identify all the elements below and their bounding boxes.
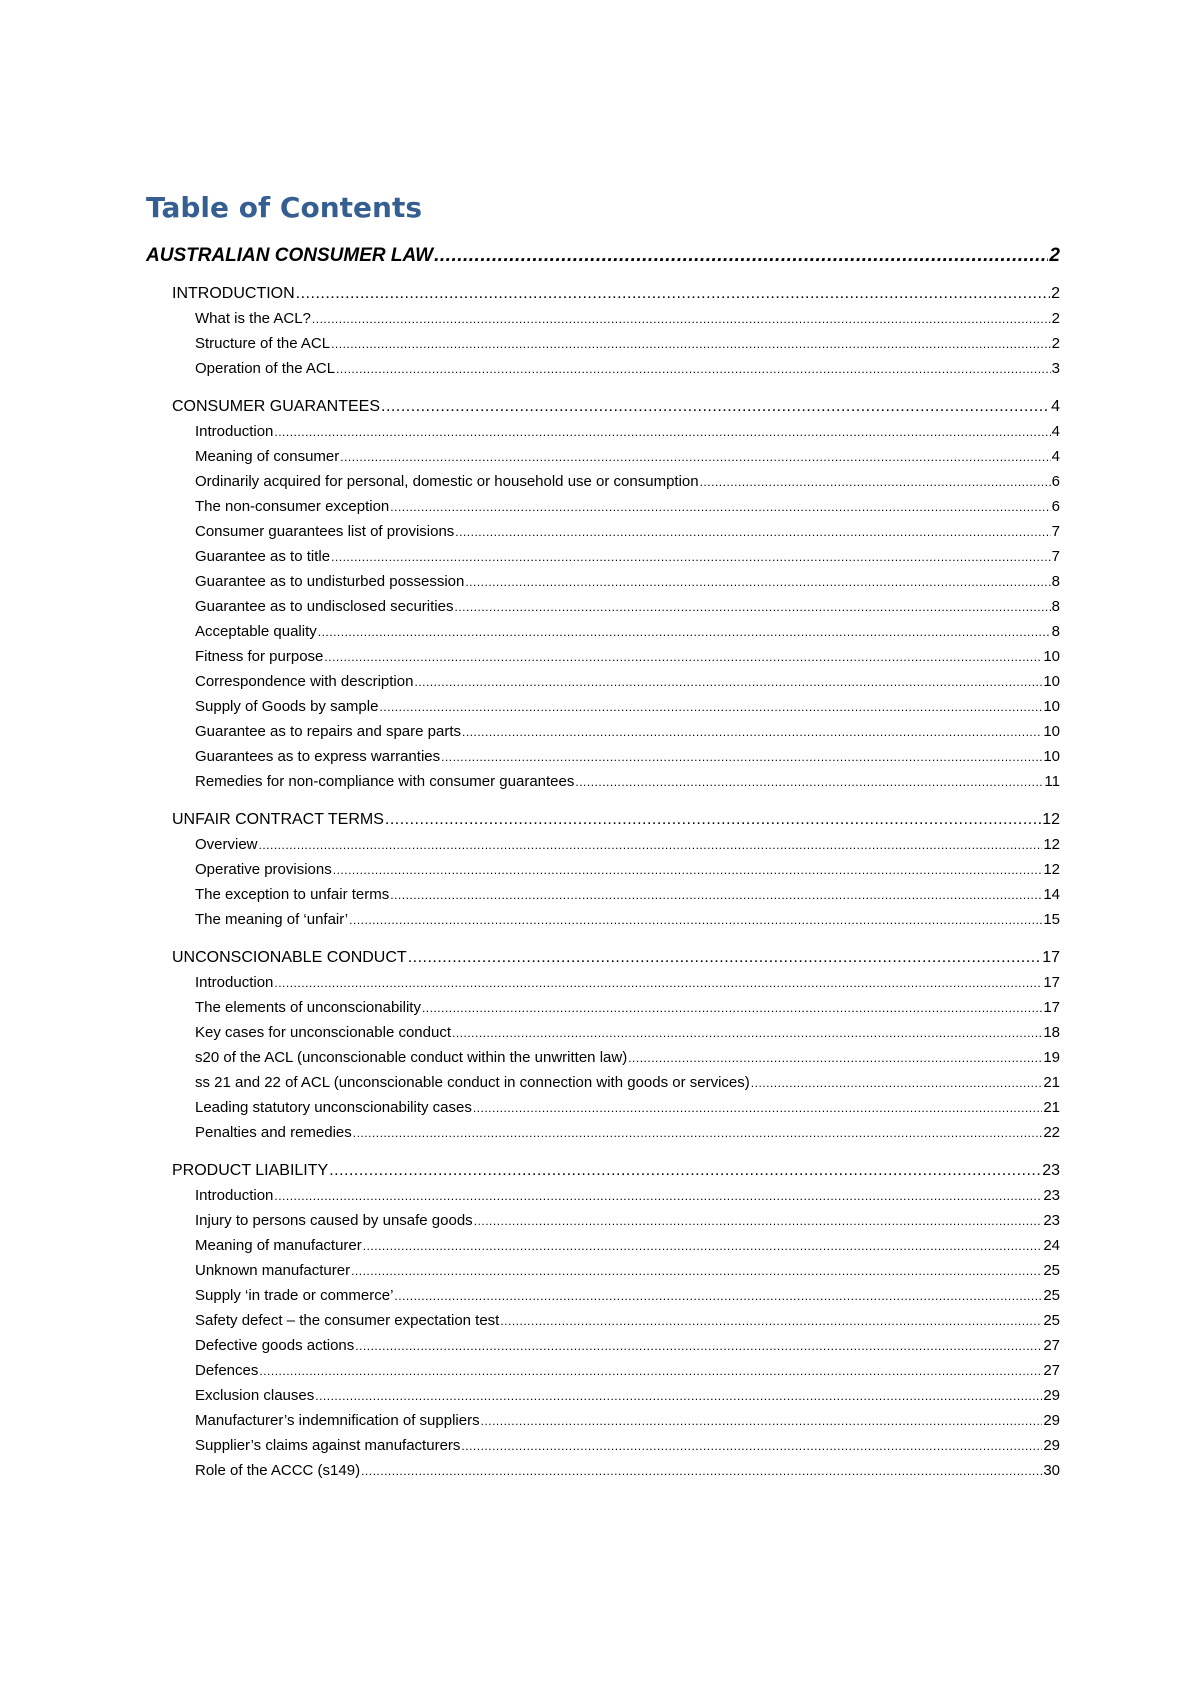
dot-leader	[274, 1183, 1042, 1208]
dot-leader	[408, 945, 1042, 970]
toc-subsection-label: Introduction	[195, 974, 274, 991]
dot-leader	[394, 1283, 1042, 1308]
toc-page-number: 12	[1042, 811, 1060, 828]
toc-subsection-entry[interactable]	[146, 1408, 1060, 1433]
toc-subsection-label: Supply of Goods by sample	[195, 698, 379, 715]
dot-leader	[333, 857, 1043, 882]
toc-subsection-entry[interactable]	[146, 995, 1060, 1020]
dot-leader	[500, 1308, 1042, 1333]
toc-page-number: 2	[1051, 335, 1060, 352]
toc-subsection-entry[interactable]	[146, 544, 1060, 569]
toc-subsection-label: Penalties and remedies	[195, 1124, 352, 1141]
dot-leader	[452, 1020, 1042, 1045]
toc-subsection-label: What is the ACL?	[195, 310, 311, 327]
toc-subsection-label: Guarantee as to repairs and spare parts	[195, 723, 461, 740]
toc-subsection-label: Injury to persons caused by unsafe goods	[195, 1212, 473, 1229]
toc-page-number: 4	[1051, 448, 1060, 465]
dot-leader	[296, 281, 1050, 306]
toc-page-number: 10	[1043, 648, 1060, 665]
dot-leader	[349, 907, 1042, 932]
dot-leader	[274, 419, 1050, 444]
dot-leader	[422, 995, 1042, 1020]
toc-subsection-label: Overview	[195, 836, 258, 853]
toc-subsection-label: Ordinarily acquired for personal, domestic or household use or consumption	[195, 473, 699, 490]
dot-leader	[318, 619, 1051, 644]
toc-page-number: 29	[1043, 1437, 1060, 1454]
toc-page-number: 23	[1042, 1162, 1060, 1179]
dot-leader	[336, 356, 1051, 381]
toc-subsection-entry[interactable]	[146, 1070, 1060, 1095]
toc-page-number: 8	[1051, 573, 1060, 590]
dot-leader	[381, 394, 1050, 419]
dot-leader	[379, 694, 1042, 719]
dot-leader	[481, 1408, 1043, 1433]
dot-leader	[331, 331, 1051, 356]
dot-leader	[414, 669, 1042, 694]
dot-leader	[390, 494, 1050, 519]
toc-section-label: UNFAIR CONTRACT TERMS	[172, 811, 384, 828]
toc-page-number: 6	[1051, 473, 1060, 490]
dot-leader	[361, 1458, 1042, 1483]
toc-page-number: 3	[1051, 360, 1060, 377]
dot-leader	[454, 594, 1050, 619]
toc-page-number: 24	[1043, 1237, 1060, 1254]
toc-page-number: 29	[1043, 1412, 1060, 1429]
dot-leader	[462, 719, 1042, 744]
toc-page-number: 10	[1043, 698, 1060, 715]
toc-page-number: 12	[1043, 861, 1060, 878]
toc-subsection-entry[interactable]	[146, 669, 1060, 694]
toc-section-label: CONSUMER GUARANTEES	[172, 398, 381, 415]
toc-subsection-label: Introduction	[195, 1187, 274, 1204]
dot-leader	[355, 1333, 1042, 1358]
toc-section-entry[interactable]	[146, 1158, 1060, 1183]
toc-subsection-label: The exception to unfair terms	[195, 886, 390, 903]
toc-page-number: 10	[1043, 748, 1060, 765]
toc-page-number: 23	[1043, 1212, 1060, 1229]
toc-subsection-label: Guarantee as to title	[195, 548, 331, 565]
dot-leader	[274, 970, 1042, 995]
dot-leader	[473, 1095, 1042, 1120]
toc-subsection-label: Operation of the ACL	[195, 360, 336, 377]
toc-page-number: 25	[1043, 1262, 1060, 1279]
toc-subsection-entry[interactable]	[146, 519, 1060, 544]
toc-page-number: 11	[1044, 773, 1060, 790]
toc-page-number: 8	[1051, 598, 1060, 615]
toc-subsection-label: Key cases for unconscionable conduct	[195, 1024, 451, 1041]
toc-subsection-label: ss 21 and 22 of ACL (unconscionable conduct in connection with goods or services)	[195, 1074, 750, 1091]
toc-subsection-entry[interactable]	[146, 356, 1060, 381]
toc-subsection-entry[interactable]	[146, 1233, 1060, 1258]
dot-leader	[474, 1208, 1043, 1233]
toc-page-number: 6	[1051, 498, 1060, 515]
toc-title: Table of Contents	[146, 191, 423, 224]
toc-entry-label: AUSTRALIAN CONSUMER LAW	[146, 245, 434, 266]
toc-page-number: 8	[1051, 623, 1060, 640]
dot-leader	[628, 1045, 1042, 1070]
toc-page-number: 7	[1051, 548, 1060, 565]
toc-page-number: 15	[1043, 911, 1060, 928]
toc-page-number: 27	[1043, 1337, 1060, 1354]
toc-subsection-label: Correspondence with description	[195, 673, 414, 690]
toc-subsection-entry[interactable]	[146, 832, 1060, 857]
toc-page-number: 23	[1043, 1187, 1060, 1204]
dot-leader	[455, 519, 1050, 544]
toc-subsection-label: The elements of unconscionability	[195, 999, 421, 1016]
dot-leader	[312, 306, 1051, 331]
toc-subsection-entry[interactable]	[146, 494, 1060, 519]
toc-page-number: 4	[1051, 398, 1060, 415]
toc-subsection-entry[interactable]	[146, 1258, 1060, 1283]
toc-subsection-entry[interactable]	[146, 1383, 1060, 1408]
toc-subsection-label: Supply ‘in trade or commerce’	[195, 1287, 394, 1304]
dot-leader	[751, 1070, 1043, 1095]
toc-section-label: UNCONSCIONABLE CONDUCT	[172, 949, 407, 966]
dot-leader	[441, 744, 1042, 769]
dot-leader	[700, 469, 1051, 494]
toc-section-label: PRODUCT LIABILITY	[172, 1162, 329, 1179]
toc-subsection-label: Exclusion clauses	[195, 1387, 315, 1404]
toc-page-number: 25	[1043, 1287, 1060, 1304]
toc-entry-top[interactable]	[146, 239, 1060, 273]
toc-subsection-entry[interactable]	[146, 569, 1060, 594]
toc-subsection-label: The non-consumer exception	[195, 498, 390, 515]
toc-page-number: 29	[1043, 1387, 1060, 1404]
dot-leader	[340, 444, 1050, 469]
toc-page-number: 17	[1043, 974, 1060, 991]
toc-subsection-entry[interactable]	[146, 769, 1060, 794]
toc-subsection-label: Manufacturer’s indemnification of suppliers	[195, 1412, 480, 1429]
toc-page-number: 19	[1043, 1049, 1060, 1066]
toc-subsection-entry[interactable]	[146, 1333, 1060, 1358]
toc-page-number: 7	[1051, 523, 1060, 540]
toc-subsection-label: Meaning of manufacturer	[195, 1237, 362, 1254]
toc-page-number: 30	[1043, 1462, 1060, 1479]
toc-subsection-label: Safety defect – the consumer expectation test	[195, 1312, 500, 1329]
dot-leader	[434, 239, 1048, 273]
dot-leader	[315, 1383, 1042, 1408]
dot-leader	[385, 807, 1041, 832]
toc-subsection-entry[interactable]	[146, 644, 1060, 669]
toc-subsection-label: Unknown manufacturer	[195, 1262, 351, 1279]
toc-subsection-entry[interactable]	[146, 444, 1060, 469]
toc-section-entry[interactable]	[146, 394, 1060, 419]
toc-subsection-entry[interactable]	[146, 1183, 1060, 1208]
toc-page-number: 25	[1043, 1312, 1060, 1329]
toc-subsection-label: s20 of the ACL (unconscionable conduct within the unwritten law)	[195, 1049, 628, 1066]
toc-subsection-label: Operative provisions	[195, 861, 332, 878]
toc-page-number: 10	[1043, 723, 1060, 740]
toc-subsection-label: Consumer guarantees list of provisions	[195, 523, 455, 540]
toc-subsection-entry[interactable]	[146, 594, 1060, 619]
dot-leader	[329, 1158, 1041, 1183]
toc-subsection-label: Guarantees as to express warranties	[195, 748, 441, 765]
toc-subsection-label: Guarantee as to undisturbed possession	[195, 573, 465, 590]
dot-leader	[390, 882, 1042, 907]
toc-section-entry[interactable]	[146, 945, 1060, 970]
toc-subsection-entry[interactable]	[146, 1020, 1060, 1045]
toc-page-number: 2	[1051, 310, 1060, 327]
toc-subsection-entry[interactable]	[146, 1458, 1060, 1483]
toc-page-number: 4	[1051, 423, 1060, 440]
toc-page-number: 17	[1042, 949, 1060, 966]
dot-leader	[351, 1258, 1042, 1283]
toc-subsection-entry[interactable]	[146, 970, 1060, 995]
toc-subsection-entry[interactable]	[146, 744, 1060, 769]
toc-subsection-entry[interactable]	[146, 619, 1060, 644]
toc-subsection-entry[interactable]	[146, 1120, 1060, 1145]
dot-leader	[353, 1120, 1043, 1145]
toc-page-number: 21	[1043, 1099, 1060, 1116]
toc-subsection-entry[interactable]	[146, 419, 1060, 444]
toc-page-number: 17	[1043, 999, 1060, 1016]
toc-subsection-entry[interactable]	[146, 469, 1060, 494]
toc-page-number: 18	[1043, 1024, 1060, 1041]
toc-subsection-entry[interactable]	[146, 1208, 1060, 1233]
toc-subsection-entry[interactable]	[146, 1283, 1060, 1308]
toc-subsection-entry[interactable]	[146, 1308, 1060, 1333]
toc-subsection-entry[interactable]	[146, 719, 1060, 744]
toc-subsection-entry[interactable]	[146, 857, 1060, 882]
dot-leader	[259, 832, 1043, 857]
toc-page-number: 2	[1049, 245, 1060, 266]
toc-subsection-entry[interactable]	[146, 882, 1060, 907]
toc-subsection-label: Remedies for non-compliance with consumer guarantees	[195, 773, 575, 790]
toc-subsection-entry[interactable]	[146, 1358, 1060, 1383]
toc-section-label: INTRODUCTION	[172, 285, 295, 302]
toc-subsection-label: The meaning of ‘unfair’	[195, 911, 349, 928]
toc-subsection-label: Leading statutory unconscionability cases	[195, 1099, 472, 1116]
toc-subsection-entry[interactable]	[146, 907, 1060, 932]
toc-page-number: 21	[1043, 1074, 1060, 1091]
toc-subsection-label: Introduction	[195, 423, 274, 440]
toc-page-number: 22	[1043, 1124, 1060, 1141]
toc-section-entry[interactable]	[146, 807, 1060, 832]
toc-subsection-label: Role of the ACCC (s149)	[195, 1462, 361, 1479]
toc-subsection-label: Defences	[195, 1362, 259, 1379]
toc-subsection-label: Structure of the ACL	[195, 335, 331, 352]
toc-subsection-label: Meaning of consumer	[195, 448, 340, 465]
toc-page-number: 10	[1043, 673, 1060, 690]
toc-section-entry[interactable]	[146, 281, 1060, 306]
toc-page-number: 14	[1043, 886, 1060, 903]
document-page	[146, 190, 1060, 1483]
dot-leader	[461, 1433, 1042, 1458]
toc-page-number: 12	[1043, 836, 1060, 853]
toc-subsection-entry[interactable]	[146, 1045, 1060, 1070]
dot-leader	[324, 644, 1042, 669]
toc-sections	[146, 281, 1060, 1483]
toc-subsection-entry[interactable]	[146, 1433, 1060, 1458]
toc-subsection-label: Guarantee as to undisclosed securities	[195, 598, 454, 615]
toc-subsection-entry[interactable]	[146, 694, 1060, 719]
toc-page-number: 2	[1051, 285, 1060, 302]
toc-subsection-label: Defective goods actions	[195, 1337, 355, 1354]
toc-subsection-entry[interactable]	[146, 331, 1060, 356]
toc-subsection-entry[interactable]	[146, 1095, 1060, 1120]
dot-leader	[465, 569, 1050, 594]
dot-leader	[331, 544, 1051, 569]
toc-subsection-label: Supplier’s claims against manufacturers	[195, 1437, 461, 1454]
dot-leader	[259, 1358, 1042, 1383]
toc-subsection-entry[interactable]	[146, 306, 1060, 331]
dot-leader	[575, 769, 1043, 794]
dot-leader	[363, 1233, 1043, 1258]
toc-subsection-label: Fitness for purpose	[195, 648, 324, 665]
toc-page-number: 27	[1043, 1362, 1060, 1379]
toc-subsection-label: Acceptable quality	[195, 623, 317, 640]
